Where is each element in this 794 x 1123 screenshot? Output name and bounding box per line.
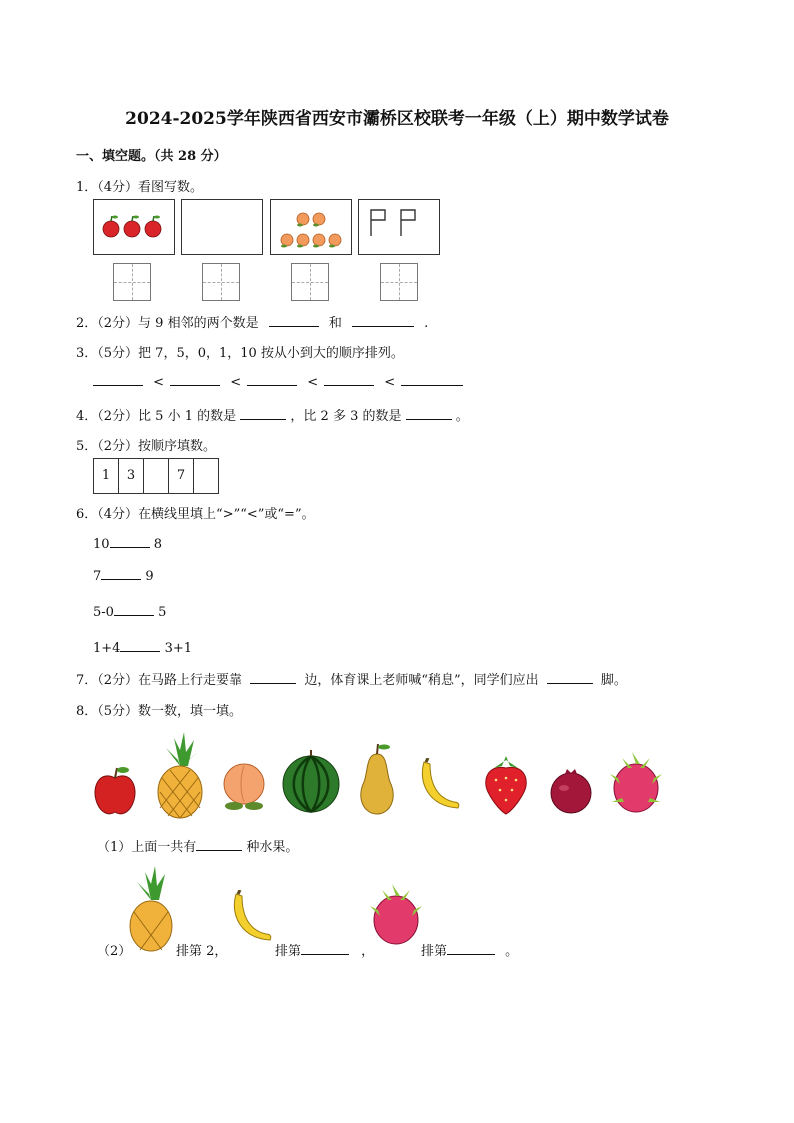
question-8-part-2-label: （2） — [97, 944, 132, 959]
question-2: 2．（2分）与 9 相邻的两个数是 和 . — [76, 312, 428, 331]
answer-blank[interactable] — [250, 670, 296, 684]
answer-grid-1[interactable] — [113, 263, 151, 301]
answer-blank[interactable] — [301, 941, 349, 955]
question-3: 3．（5分）把 7，5，0，1，10 按从小到大的顺序排列。 — [76, 346, 404, 361]
watermelon-icon — [280, 750, 342, 814]
question-8: 8．（5分）数一数，填一填。 — [76, 704, 243, 719]
compare-item: 5-0 5 — [93, 602, 166, 620]
pear-icon — [352, 742, 402, 816]
sequence-cell: 3 — [119, 459, 144, 493]
answer-blank[interactable] — [101, 566, 141, 580]
answer-blank[interactable] — [324, 372, 374, 386]
question-5: 5．（2分）按顺序填数。 — [76, 439, 217, 454]
answer-blank[interactable] — [269, 313, 319, 327]
question-8-part-1: （1）上面一共有 种水果。 — [97, 836, 298, 855]
pineapple-icon — [152, 730, 208, 820]
answer-grid-4[interactable] — [380, 263, 418, 301]
ordering-blanks: < < < < — [93, 372, 463, 390]
sequence-cell-blank[interactable] — [144, 459, 169, 493]
answer-blank[interactable] — [170, 372, 220, 386]
answer-blank[interactable] — [447, 941, 495, 955]
peach-icon — [218, 756, 270, 814]
answer-blank[interactable] — [114, 602, 154, 616]
answer-blank[interactable] — [352, 313, 414, 327]
flags-picture-box — [358, 199, 440, 255]
compare-item: 7 9 — [93, 566, 154, 584]
question-7: 7．（2分）在马路上行走要靠 边，体育课上老师喊“稍息”，同学们应出 脚。 — [76, 669, 627, 688]
answer-blank[interactable] — [110, 534, 150, 548]
answer-blank[interactable] — [196, 837, 242, 851]
question-8-part-2-third: 排第 。 — [421, 940, 518, 959]
peaches-picture-box — [270, 199, 352, 255]
answer-grid-2[interactable] — [202, 263, 240, 301]
apples-icon — [94, 200, 174, 254]
flags-icon — [359, 200, 439, 254]
answer-blank[interactable] — [401, 372, 463, 386]
sequence-cell: 1 — [94, 459, 119, 493]
apple-icon — [90, 762, 140, 818]
answer-blank[interactable] — [120, 638, 160, 652]
compare-item: 1+4 3+1 — [93, 638, 192, 656]
apples-picture-box — [93, 199, 175, 255]
answer-blank[interactable] — [93, 372, 143, 386]
question-6: 6．（4分）在横线里填上“>”“<”或“=”。 — [76, 507, 315, 522]
strawberry-icon — [480, 752, 532, 816]
question-1: 1．（4分）看图写数。 — [76, 180, 204, 195]
answer-blank[interactable] — [406, 406, 452, 420]
peaches-icon — [271, 200, 351, 254]
question-8-part-2-first: 排第 2， — [176, 944, 228, 959]
dragon-fruit-icon — [368, 882, 424, 948]
answer-blank[interactable] — [240, 406, 286, 420]
banana-icon — [226, 890, 276, 946]
compare-item: 10 8 — [93, 534, 162, 552]
sequence-cell: 7 — [169, 459, 194, 493]
number-sequence — [93, 458, 219, 494]
pomegranate-icon — [546, 766, 596, 816]
dragon-fruit-icon — [608, 750, 664, 816]
question-4: 4．（2分）比 5 小 1 的数是 ，比 2 多 3 的数是 。 — [76, 405, 469, 424]
question-8-part-2-second: 排第 ， — [275, 940, 374, 959]
pineapple-icon — [124, 866, 178, 952]
banana-icon — [414, 758, 464, 814]
answer-blank[interactable] — [247, 372, 297, 386]
answer-grid-3[interactable] — [291, 263, 329, 301]
empty-picture-box — [181, 199, 263, 255]
sequence-cell-blank[interactable] — [194, 459, 218, 493]
page-title: 2024-2025学年陕西省西安市灞桥区校联考一年级（上）期中数学试卷 — [125, 109, 669, 129]
section-heading: 一、填空题。（共 28 分） — [76, 149, 227, 164]
answer-blank[interactable] — [547, 670, 593, 684]
